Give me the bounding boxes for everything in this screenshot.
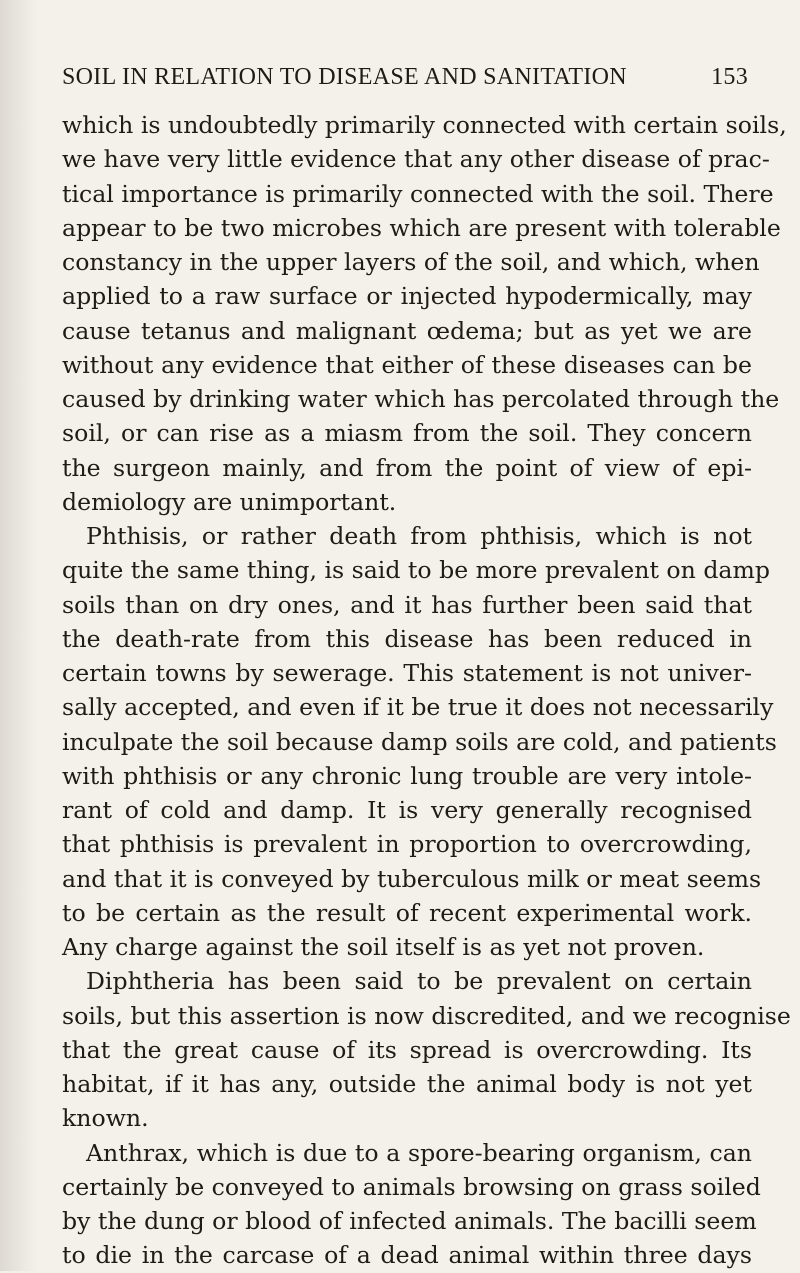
text-line: demiology are unimportant. bbox=[62, 487, 397, 516]
text-line: known. bbox=[62, 1104, 149, 1133]
text-line: tical importance is primarily connected with the soil. There bbox=[62, 179, 774, 208]
text-line: that the great cause of its spread is overcrowding. Its bbox=[62, 1035, 752, 1064]
page-gutter-shadow bbox=[0, 0, 38, 1271]
text-line: constancy in the upper layers of the soil, and which, when bbox=[62, 248, 760, 276]
text-line: soil, or can rise as a miasm from the soil. They concern bbox=[62, 419, 752, 448]
running-head-title: SOIL IN RELATION TO DISEASE AND SANITATION bbox=[62, 64, 627, 90]
text-line: by the dung or blood of infected animals. The bacilli seem bbox=[62, 1207, 757, 1235]
running-head bbox=[62, 60, 748, 94]
text-line: certain towns by sewerage. This statement is not univer- bbox=[62, 659, 752, 687]
text-line: Phthisis, or rather death from phthisis, which is not bbox=[86, 522, 752, 550]
text-line: certainly be conveyed to animals browsing on grass soiled bbox=[62, 1172, 761, 1201]
text-line: Diphtheria has been said to be prevalent on certain bbox=[86, 967, 752, 996]
text-line: applied to a raw surface or injected hypodermically, may bbox=[62, 282, 752, 311]
text-line: to be certain as the result of recent experimental work. bbox=[62, 898, 752, 927]
text-line: the surgeon mainly, and from the point of view of epi- bbox=[62, 453, 752, 482]
text-line: habitat, if it has any, outside the animal body is not yet bbox=[62, 1070, 752, 1098]
text-line: to die in the carcase of a dead animal within three days bbox=[62, 1241, 752, 1270]
text-line: cause tetanus and malignant œdema; but as yet we are bbox=[62, 316, 752, 345]
text-line: with phthisis or any chronic lung trouble are very intole- bbox=[62, 761, 752, 790]
text-line: quite the same thing, is said to be more prevalent on damp bbox=[62, 556, 770, 585]
text-line: the death-rate from this disease has been reduced in bbox=[62, 624, 752, 653]
text-line: and that it is conveyed by tuberculous milk or meat seems bbox=[62, 864, 762, 893]
text-line: Anthrax, which is due to a spore-bearing organism, can bbox=[86, 1138, 752, 1167]
body-text bbox=[62, 108, 791, 1273]
text-line: soils than on dry ones, and it has further been said that bbox=[62, 590, 752, 619]
text-line: we have very little evidence that any other disease of prac- bbox=[62, 145, 770, 174]
text-line: soils, but this assertion is now discredited, and we recognise bbox=[62, 1001, 791, 1030]
text-line: without any evidence that either of these diseases can be bbox=[62, 350, 752, 379]
text-line: appear to be two microbes which are present with tolerable bbox=[62, 213, 781, 242]
text-line: caused by drinking water which has percolated through the bbox=[62, 385, 780, 413]
text-line: Any charge against the soil itself is as yet not proven. bbox=[62, 933, 705, 961]
page-number: 153 bbox=[711, 64, 748, 90]
text-line: which is undoubtedly primarily connected with certain soils, bbox=[62, 111, 787, 139]
text-line: sally accepted, and even if it be true it does not necessarily bbox=[62, 693, 774, 722]
text-line: rant of cold and damp. It is very generally recognised bbox=[62, 796, 752, 824]
text-line: that phthisis is prevalent in proportion to overcrowding, bbox=[62, 830, 752, 859]
text-line: inculpate the soil because damp soils are cold, and patients bbox=[62, 727, 777, 756]
